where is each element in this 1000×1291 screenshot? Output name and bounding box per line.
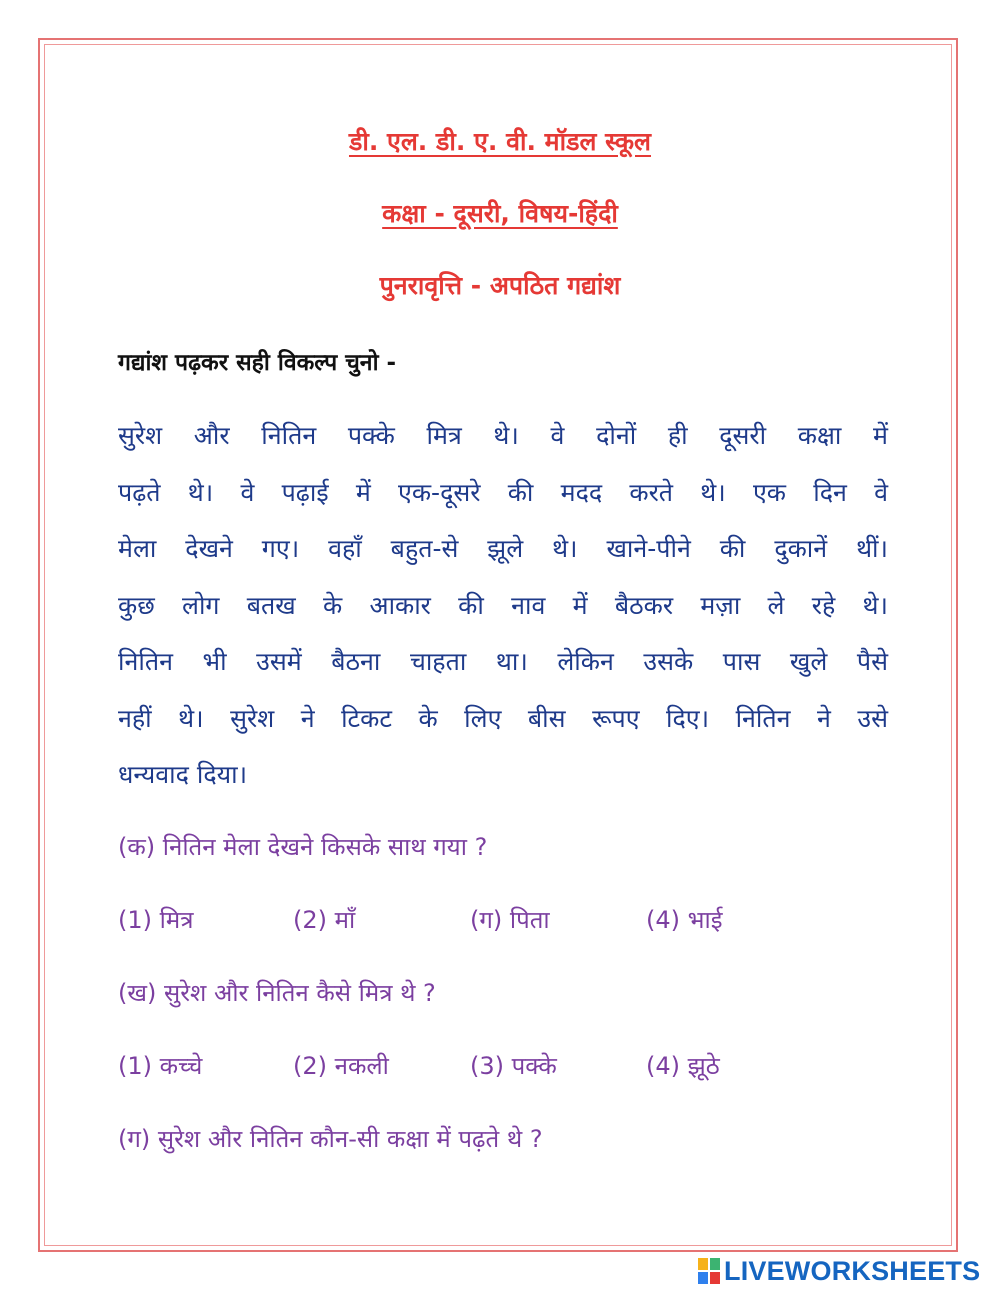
passage <box>118 408 888 804</box>
class-subject: कक्षा - दूसरी, विषय-हिंदी <box>382 199 618 228</box>
school-title: डी. एल. डी. ए. वी. मॉडल स्कूल <box>348 127 651 156</box>
option-kha-3[interactable]: (3) पक्के <box>470 1052 557 1080</box>
question-ga: (ग) सुरेश और नितिन कौन-सी कक्षा में पढ़ते थे ? <box>118 1125 543 1153</box>
passage-line: पढ़ते थे। वे पढ़ाई में एक-दूसरे की मदद करते थे। एक दिन वे <box>118 477 888 507</box>
passage-line: नहीं थे। सुरेश ने टिकट के लिए बीस रूपए दिए। नितिन ने उसे <box>118 703 888 733</box>
passage-line: धन्यवाद दिया। <box>118 760 248 789</box>
topic-title: पुनरावृत्ति - अपठित गद्यांश <box>379 271 621 300</box>
option-kha-4[interactable]: (4) झूठे <box>646 1052 720 1080</box>
option-ka-1[interactable]: (1) मित्र <box>118 906 194 934</box>
liveworksheets-logo <box>698 1256 980 1286</box>
option-ka-4[interactable]: (4) भाई <box>646 906 723 934</box>
passage-line: सुरेश और नितिन पक्के मित्र थे। वे दोनों ही दूसरी कक्षा में <box>118 421 888 450</box>
logo-icon <box>698 1258 720 1284</box>
option-kha-1[interactable]: (1) कच्चे <box>118 1052 203 1080</box>
instruction: गद्यांश पढ़कर सही विकल्प चुनो - <box>118 350 397 376</box>
passage-line: मेला देखने गए। वहाँ बहुत-से झूले थे। खाने-पीने की दुकानें थीं। <box>118 534 888 563</box>
option-ka-2[interactable]: (2) माँ <box>293 906 356 934</box>
question-ka: (क) नितिन मेला देखने किसके साथ गया ? <box>118 833 488 861</box>
option-kha-2[interactable]: (2) नकली <box>293 1052 389 1080</box>
passage-line: नितिन भी उसमें बैठना चाहता था। लेकिन उसके पास खुले पैसे <box>118 647 888 676</box>
question-kha: (ख) सुरेश और नितिन कैसे मित्र थे ? <box>118 979 436 1007</box>
option-ka-3[interactable]: (ग) पिता <box>470 906 550 934</box>
logo-text: LIVEWORKSHEETS <box>724 1255 981 1286</box>
passage-line: कुछ लोग बतख के आकार की नाव में बैठकर मज़ा ले रहे थे। <box>118 590 888 620</box>
